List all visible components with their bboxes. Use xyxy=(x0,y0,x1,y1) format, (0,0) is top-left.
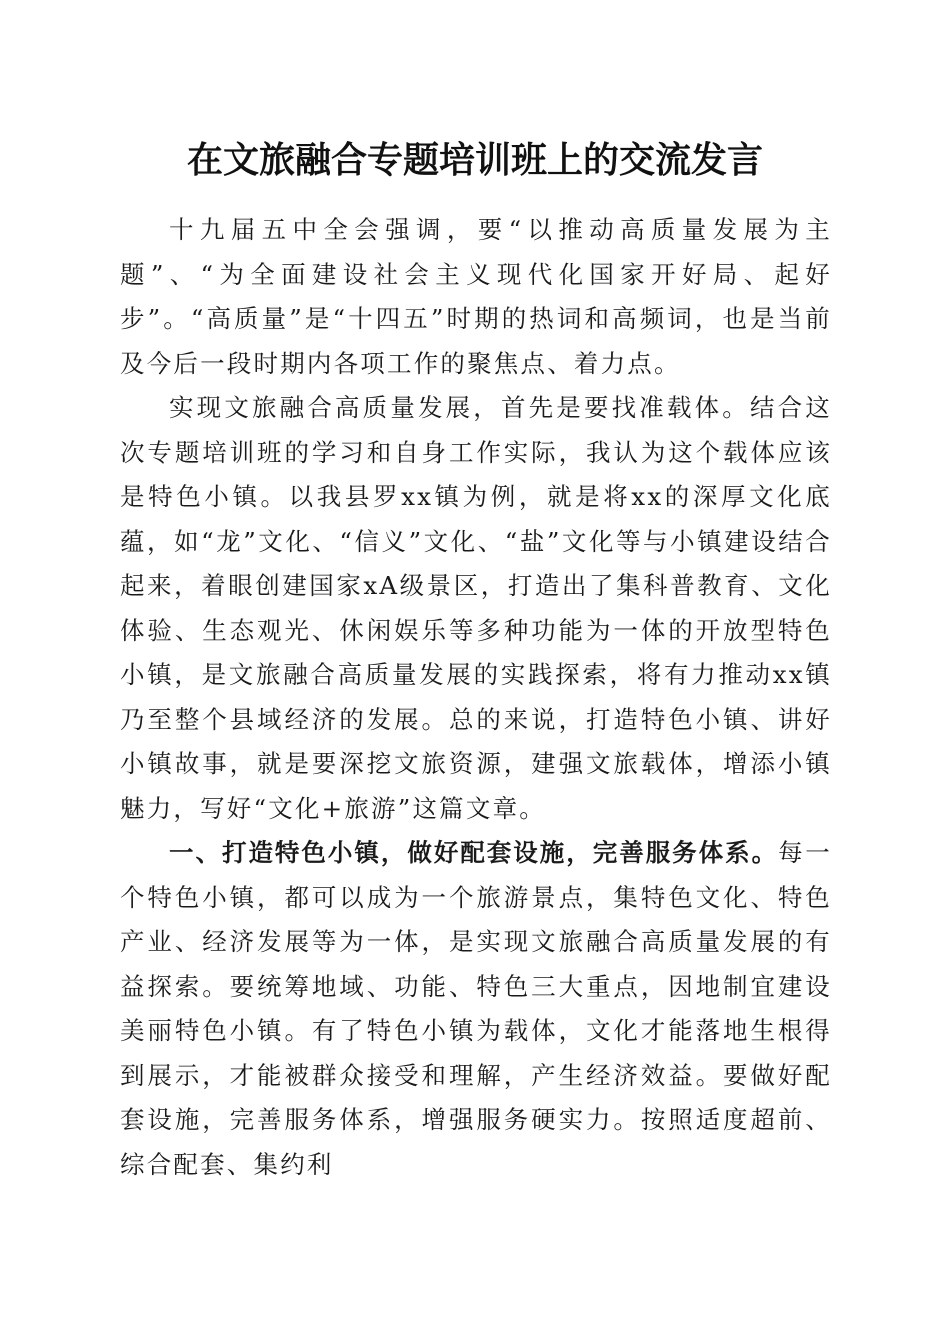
paragraph-2-text: 实现文旅融合高质量发展，首先是要找准载体。结合这次专题培训班的学习和自身工作实际，我认为这个载体应该是特色小镇。以我县罗xx镇为例，就是将xx的深厚文化底蕴，如“龙”文化、“信义”文化、“盐”文化等与小镇建设结合起来，着眼创建国家xA级景区，打造出了集科普教育、文化体验、生态观光、休闲娱乐等多种功能为一体的开放型特色小镇，是文旅融合高质量发展的实践探索，将有力推动xx镇乃至整个县域经济的发展。总的来说，打造特色小镇、讲好小镇故事，就是要深挖文旅资源，建强文旅载体，增添小镇魅力，写好“文化+旅游”这篇文章。 xyxy=(120,393,832,823)
paragraph-3 xyxy=(120,831,832,1187)
paragraph-1-text: 十九届五中全会强调，要“以推动高质量发展为主题”、“为全面建设社会主义现代化国家开好局、起好步”。“高质量”是“十四五”时期的热词和高频词，也是当前及今后一段时期内各项工作的聚焦点、着力点。 xyxy=(120,215,832,378)
paragraph-2 xyxy=(120,386,832,831)
paragraph-1 xyxy=(120,208,832,386)
document-body xyxy=(120,208,832,1187)
paragraph-3-text: 每一个特色小镇，都可以成为一个旅游景点，集特色文化、特色产业、经济发展等为一体，是实现文旅融合高质量发展的有益探索。要统筹地域、功能、特色三大重点，因地制宜建设美丽特色小镇。有了特色小镇为载体，文化才能落地生根得到展示，才能被群众接受和理解，产生经济效益。要做好配套设施，完善服务体系，增强服务硬实力。按照适度超前、综合配套、集约利 xyxy=(120,838,832,1179)
page-title: 在文旅融合专题培训班上的交流发言 xyxy=(186,139,763,181)
section-heading: 一、打造特色小镇，做好配套设施，完善服务体系。 xyxy=(169,838,779,867)
